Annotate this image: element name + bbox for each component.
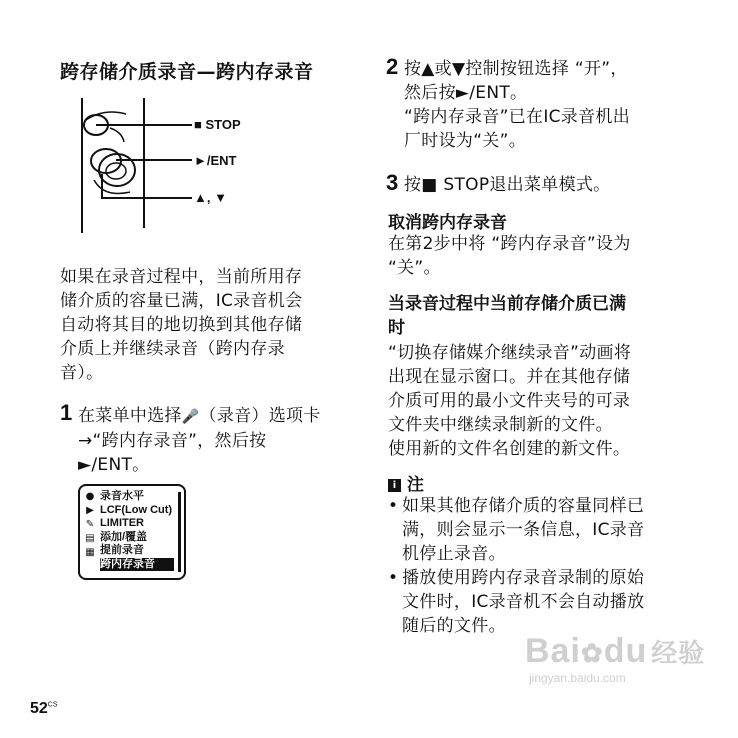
- page-number: $52^{CS}$: [30, 700, 58, 717]
- intro-paragraph: 如果在录音过程中，当前所用存 储介质的容量已满，IC录音机会 自动将其目的地切换到其他存储 介质上并继续录音（跨内存录 音）。: [60, 267, 303, 383]
- tab-icons: [84, 490, 96, 560]
- note-heading: i 注: [388, 470, 424, 495]
- ent-label: ►/ENT: [194, 153, 237, 168]
- mic-tab-icon: ●: [85, 491, 95, 502]
- cancel-text: 在第2步中将 “跨内存录音”设为 “关”。: [388, 234, 631, 278]
- full-heading: 当录音过程中当前存储介质已满 时: [388, 294, 626, 338]
- step-1-text: 在菜单中选择🎤（录音）选项卡 →“跨内存录音”，然后按 ►/ENT。: [78, 406, 321, 475]
- menu-scrollbar[interactable]: [178, 492, 181, 572]
- step-2-number: 2: [386, 54, 399, 79]
- stop-label: ■ STOP: [194, 117, 241, 132]
- menu-item[interactable]: 添加/覆盖: [100, 530, 148, 543]
- full-text: “切换存储媒介继续录音”动画将 出现在显示窗口。并在其他存储 介质可用的最小文件夹号的可录 文件夹中继续录制新的文件。 使用新的文件名创建的新文件。: [388, 343, 632, 459]
- step-3-number: 3: [386, 170, 399, 195]
- play-tab-icon: ▶: [86, 505, 94, 516]
- menu-screen: [78, 484, 186, 580]
- menu-item[interactable]: 录音水平: [100, 490, 144, 502]
- edit-tab-icon: ✎: [85, 519, 95, 530]
- step-1-number: 1: [60, 400, 73, 425]
- note-list: [388, 494, 698, 638]
- baidu-watermark: Bai✿du 经验 jingyan.baidu.com: [525, 632, 706, 685]
- menu-item[interactable]: 提前录音: [100, 544, 144, 556]
- mic-icon: 🎤: [181, 409, 200, 425]
- note-icon: i: [388, 479, 401, 492]
- note-bullet: • 播放使用跨内存录音录制的原始 文件时，IC录音机不会自动播放 随后的文件。: [388, 566, 698, 638]
- menu-item[interactable]: LCF(Low Cut): [100, 503, 173, 516]
- paw-icon: ✿: [580, 638, 604, 668]
- section-heading: 跨存储介质录音—跨内存录音: [60, 61, 314, 83]
- settings-tab-icon: ▦: [85, 547, 95, 558]
- step-2-text: 按▲或▼控制按钮选择 “开”， 然后按►/ENT。 “跨内存录音”已在IC录音机出 厂时设为“关”。: [404, 59, 630, 151]
- menu-item[interactable]: LIMITER: [100, 517, 144, 529]
- folder-tab-icon: ▤: [85, 533, 95, 544]
- cancel-heading: 取消跨内存录音: [388, 213, 507, 233]
- menu-item-selected[interactable]: 跨内存录音: [100, 558, 174, 572]
- step-3-text: 按■ STOP退出菜单模式。: [404, 175, 611, 195]
- note-bullet: • 如果其他存储介质的容量同样已 满，则会显示一条信息，IC录音 机停止录音。: [388, 494, 698, 566]
- arrows-label: ▲, ▼: [194, 190, 227, 205]
